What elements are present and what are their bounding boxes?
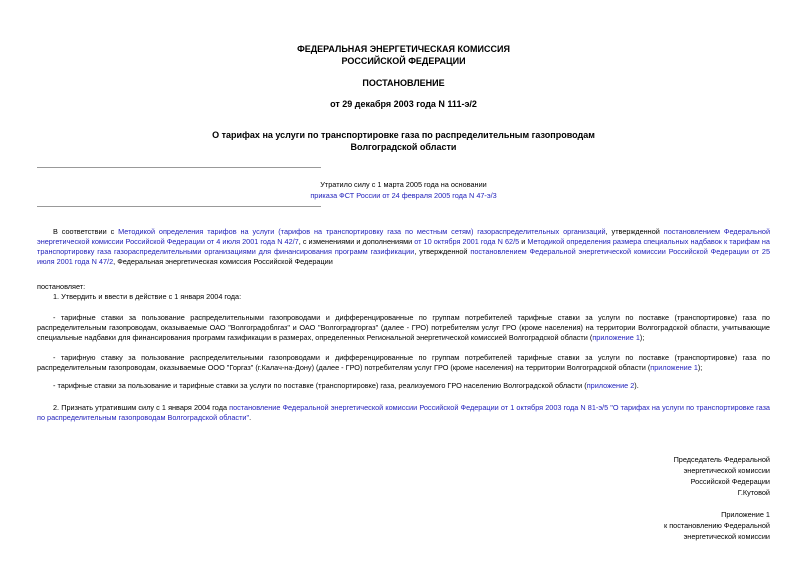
preamble-link-62-5[interactable]: от 10 октября 2001 года N 62/5 xyxy=(414,237,520,246)
divider-bottom xyxy=(37,206,321,207)
doc-title-line1: О тарифах на услуги по транспортировке газа по распределительным газопроводам xyxy=(212,130,595,140)
bullet-1-appendix-link[interactable]: приложение 1 xyxy=(592,333,640,342)
preamble-link-methodology[interactable]: Методикой определения тарифов на услуги (тарифов на транспортировку газа по местным сетям) газораспределительных организаций xyxy=(118,227,606,236)
resolves-label: постановляет: xyxy=(37,282,86,291)
signature-line3: Российской Федерации xyxy=(690,477,770,486)
bullet-3 xyxy=(37,381,770,391)
preamble-text-1: В соответствии с xyxy=(53,227,119,236)
preamble-text-3: , с изменениями и дополнениями xyxy=(298,237,415,246)
preamble-link-resolution-47-2[interactable]: постановлением Федеральной энергетической комиссии Российской Федерации от 25 июля 2001 года N 47/2 xyxy=(37,247,771,266)
bullet-3-appendix-link[interactable]: приложение 2 xyxy=(586,381,635,390)
appendix-title: Приложение 1 xyxy=(721,510,770,519)
status-note-link[interactable]: приказа ФСТ России от 24 февраля 2005 года N 47-э/3 xyxy=(310,191,497,200)
appendix-ref-line1: к постановлению Федеральной xyxy=(663,521,770,530)
preamble-link-surcharge-methodology[interactable]: Методикой определения размера специальных надбавок к тарифам на транспортировку газа газораспределительными организациями для финансирования программ газификации xyxy=(37,237,770,256)
signature-line1: Председатель Федеральной xyxy=(673,455,770,464)
bullet-1-tail: ); xyxy=(639,333,645,342)
bullet-3-text: - тарифные ставки за пользование и тарифные ставки за услуги по поставке (транспортировке) газа, реализуемого ГРО населению Волгоградской области ( xyxy=(53,381,587,390)
preamble-paragraph xyxy=(37,227,770,267)
preamble-text-4: и xyxy=(519,237,528,246)
preamble-text-5: , утвержденной xyxy=(414,247,471,256)
org-name-line2: РОССИЙСКОЙ ФЕДЕРАЦИИ xyxy=(341,56,466,66)
bullet-1 xyxy=(37,313,770,343)
bullet-2 xyxy=(37,353,770,373)
bullet-1-text: - тарифные ставки за пользование распределительными газопроводами и дифференцированные по группам потребителей тарифные ставки за услуги по поставке (транспортировке) газа по распределительным газопроводам, оказываемые ОАО "Волгоградоблгаз" и ОАО "Волгоградгоргаз" (далее - ГРО) потребителям услуг ГРО (кроме населения) на территории Волгоградской области, учитывающие специальные надбавки для финансирования программ газификации в размерах, определенных Региональной энергетической комиссией Волгоградской области ( xyxy=(37,313,770,342)
preamble-link-resolution-42-7[interactable]: постановлением Федеральной энергетической комиссии Российской Федерации от 4 июля 2001 года N 42/7 xyxy=(37,227,771,246)
divider-top xyxy=(37,167,321,168)
bullet-3-tail: ). xyxy=(634,381,639,390)
doc-title-line2: Волгоградской области xyxy=(350,142,457,152)
status-note-text: Утратило силу с 1 марта 2005 года на основании xyxy=(320,180,487,189)
org-name-line1: ФЕДЕРАЛЬНАЯ ЭНЕРГЕТИЧЕСКАЯ КОМИССИЯ xyxy=(297,44,510,54)
bullet-2-tail: ); xyxy=(697,363,703,372)
preamble-text-6: , Федеральная энергетическая комиссия Российской Федерации xyxy=(113,257,333,266)
doc-date-number: от 29 декабря 2003 года N 111-э/2 xyxy=(330,99,477,109)
signatory-name: Г.Кутовой xyxy=(737,488,770,497)
item-1: 1. Утвердить и ввести в действие с 1 января 2004 года: xyxy=(53,292,242,301)
appendix-ref-line2: энергетической комиссии xyxy=(683,532,770,541)
signature-line2: энергетической комиссии xyxy=(683,466,770,475)
bullet-2-text: - тарифную ставку за пользование распределительными газопроводами и дифференцированные по группам потребителей тарифные ставки за услуги по поставке (транспортировке) газа по распределительным газопроводам, оказываемые ООО "Горгаз" (г.Калач-на-Дону) (далее - ГРО) потребителям услуг ГРО (кроме населения) на территории Волгоградской области ( xyxy=(37,353,770,372)
bullet-2-appendix-link[interactable]: приложение 1 xyxy=(650,363,698,372)
item-2-resolution-link[interactable]: постановление Федеральной энергетической комиссии Российской Федерации от 1 октября 2003 года N 81-э/5 "О тарифах на услуги по транспортировке газа по распределительным газопроводам Волгоградской области" xyxy=(37,403,770,422)
item-2-text: 2. Признать утратившим силу с 1 января 2004 года xyxy=(53,403,230,412)
preamble-text-2: , утвержденной xyxy=(605,227,664,236)
status-note-link-line xyxy=(0,191,807,201)
item-2-tail: . xyxy=(249,413,252,422)
item-2 xyxy=(37,403,770,423)
doc-type: ПОСТАНОВЛЕНИЕ xyxy=(362,78,445,88)
